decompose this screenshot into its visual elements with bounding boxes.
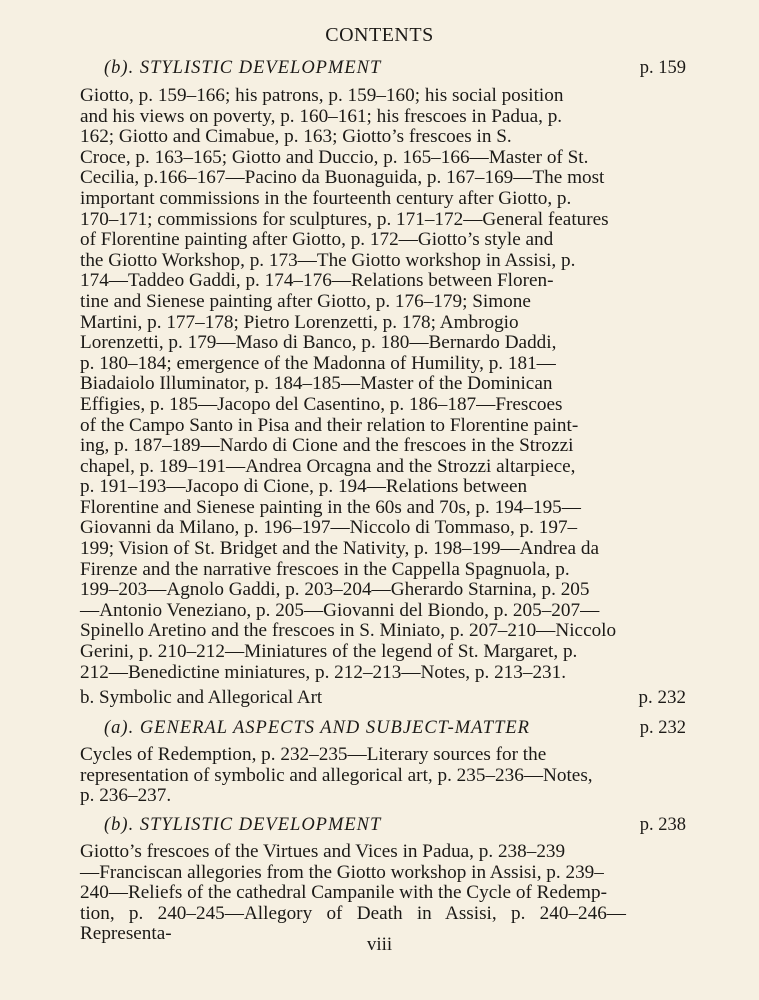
toc-section-title: b. Symbolic and Allegorical Art — [80, 687, 323, 708]
running-head: CONTENTS — [325, 24, 434, 46]
toc-heading: (b). STYLISTIC DEVELOPMENT — [104, 815, 382, 835]
toc-heading-row — [104, 815, 686, 836]
toc-page-number: p. 232 — [639, 718, 686, 738]
toc-heading: (b). STYLISTIC DEVELOPMENT — [104, 58, 382, 78]
toc-heading-row — [104, 718, 686, 739]
toc-section-row — [80, 687, 686, 709]
toc-page-number: p. 232 — [638, 687, 686, 708]
toc-entry-text: Giotto, p. 159–166; his patrons, p. 159–160; his social position and his views on poverty, p. 160–161; his frescoes in Padua, p. 162; Giotto and Cimabue, p. 163; Giotto’s frescoes in S. Croce, p. 163–165; Giotto and Duccio, p. 165–166—Master of St. Cecilia, p.166–167—Pacino da Buonaguida, p. 167–169—The most important commissions in the fourteenth century after Giotto, p. 170–171; commissions for sculptures, p. 171–172—General features of Florentine painting after Giotto, p. 172—Giotto’s style and the Giotto Workshop, p. 173—The Giotto workshop in Assisi, p. 174—Taddeo Gaddi, p. 174–176—Relations between Floren- tine and Sienese painting after Giotto, p. 176–179; Simone Martini, p. 177–178; Pietro Lorenzetti, p. 178; Ambrogio Lorenzetti, p. 179—Maso di Banco, p. 180—Bernardo Daddi, p. 180–184; emergence of the Madonna of Humility, p. 181— Biadaiolo Illuminator, p. 184–185—Master of the Dominican Effigies, p. 185—Jacopo del Casentino, p. 186–187—Frescoes of the Campo Santo in Pisa and their relation to Florentine paint- ing, p. 187–189—Nardo di Cione and the frescoes in the Strozzi chapel, p. 189–191—Andrea Orcagna and the Strozzi altarpiece, p. 191–193—Jacopo di Cione, p. 194—Relations between Florentine and Sienese painting in the 60s and 70s, p. 194–195— Giovanni da Milano, p. 196–197—Niccolo di Tommaso, p. 197– 199; Vision of St. Bridget and the Nativity, p. 198–199—Andrea da Firenze and the narrative frescoes in the Cappella Spagnuola, p. 199–203—Agnolo Gaddi, p. 203–204—Gherardo Starnina, p. 205 —Antonio Veneziano, p. 205—Giovanni del Biondo, p. 205–207— Spinello Aretino and the frescoes in S. Miniato, p. 207–210—Niccolo Gerini, p. 210–212—Miniatures of the legend of St. Margaret, p. 212—Benedictine miniatures, p. 212–213—Notes, p. 213–231. — [80, 85, 617, 683]
toc-heading-row — [104, 58, 686, 79]
toc-heading: (a). GENERAL ASPECTS AND SUBJECT-MATTER — [104, 718, 530, 738]
page-number-folio: viii — [366, 934, 393, 955]
toc-page-number: p. 159 — [639, 58, 686, 78]
toc-entry-text: Giotto’s frescoes of the Virtues and Vices in Padua, p. 238–239 —Franciscan allegories from the Giotto workshop in Assisi, p. 239– 240—Reliefs of the cathedral Campanile with the Cycle of Redemp- tion, p. 240–245—Allegory of Death in Assisi, p. 240–246—Representa- — [80, 841, 626, 945]
toc-page-number: p. 238 — [639, 815, 686, 835]
toc-entry-text: Cycles of Redemption, p. 232–235—Literary sources for the representation of symbolic and allegorical art, p. 235–236—Notes, p. 236–237. — [80, 744, 593, 807]
